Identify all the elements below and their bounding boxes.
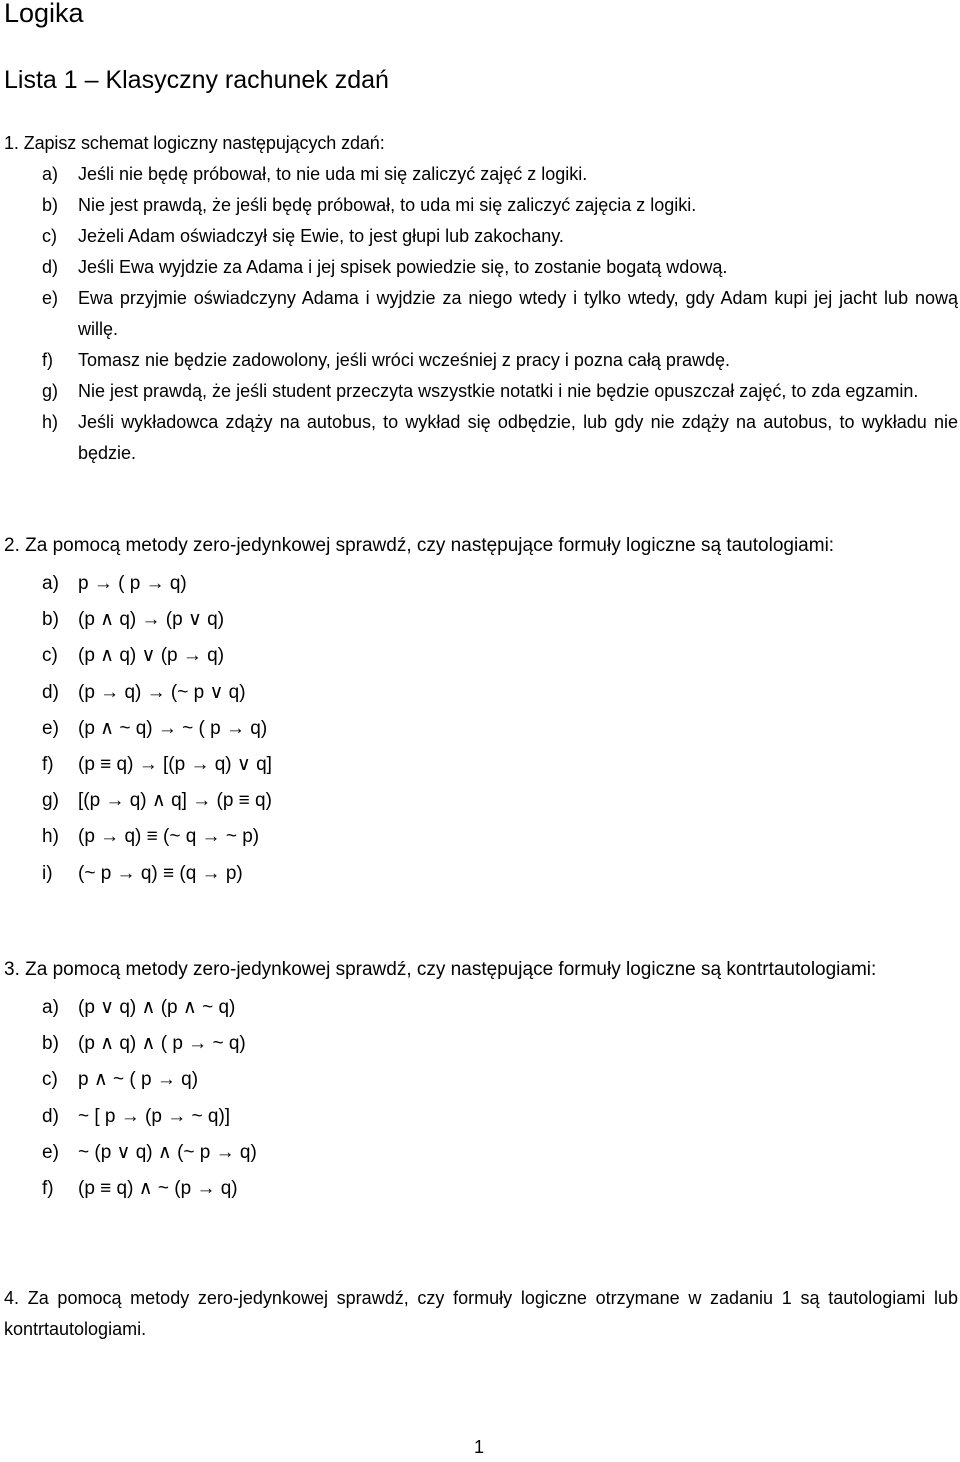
item-label: h) (42, 826, 59, 848)
item-label: f) (42, 1177, 54, 1199)
formula-item-c (4, 638, 958, 674)
item-label: g) (42, 790, 59, 812)
formula-text: (p ∧ q) ∧ ( p → ~ q) (78, 1033, 246, 1055)
formula-text: ~ [ p → (p → ~ q)] (78, 1105, 231, 1127)
item-text: Nie jest prawdą, że jeśli student przeczyta wszystkie notatki i nie będzie opuszczał zajęć, to zda egzamin. (78, 381, 919, 401)
exercise-1-item-g (4, 376, 958, 407)
item-label: e) (42, 288, 59, 308)
formula-text: (p ∧ q) → (p ∨ q) (78, 609, 225, 631)
item-label: a) (42, 573, 59, 594)
exercise-1-item-f (4, 345, 958, 376)
exercise-2 (4, 530, 958, 892)
formula-text: [(p → q) ∧ q] → (p ≡ q) (78, 790, 272, 812)
exercise-1-item-d (4, 252, 958, 283)
item-text: Jeśli nie będę próbował, to nie uda mi się zaliczyć zajęć z logiki. (78, 164, 588, 184)
formula-item-g (4, 783, 958, 819)
formula-item-a (4, 990, 958, 1026)
item-label: a) (42, 997, 59, 1018)
exercise-1-item-c (4, 221, 958, 252)
item-label: b) (42, 1033, 59, 1055)
formula-text: (p ∧ ~ q) → ~ ( p → q) (78, 717, 268, 739)
formula-text: (p ∨ q) ∧ (p ∧ ~ q) (78, 997, 236, 1018)
formula-text: p ∧ ~ ( p → q) (78, 1069, 199, 1091)
item-label: c) (42, 1069, 58, 1091)
formula-item-e (4, 711, 958, 747)
document-title: Logika (4, 0, 84, 28)
exercise-3-question: 3. Za pomocą metody zero-jedynkowej sprawdź, czy następujące formuły logiczne są kontrtautologiami: (4, 959, 877, 980)
item-label: c) (42, 226, 57, 246)
formula-text: (p ≡ q) ∧ ~ (p → q) (78, 1177, 238, 1199)
item-label: a) (42, 164, 59, 184)
exercise-2-question: 2. Za pomocą metody zero-jedynkowej sprawdź, czy następujące formuły logiczne są tautologiami: (4, 535, 835, 556)
formula-item-d (4, 675, 958, 711)
formula-item-a (4, 566, 958, 602)
exercise-1-item-a (4, 159, 958, 190)
formula-text: (p ∧ q) ∨ (p → q) (78, 645, 225, 667)
formula-item-b (4, 1026, 958, 1062)
exercise-4-question: 4. Za pomocą metody zero-jedynkowej sprawdź, czy formuły logiczne otrzymane w zadaniu 1 są tautologiami lub kontrtautologiami. (4, 1288, 958, 1339)
item-label: d) (42, 1105, 59, 1127)
item-label: d) (42, 257, 59, 277)
item-text: Nie jest prawdą, że jeśli będę próbował, to uda mi się zaliczyć zajęcia z logiki. (78, 195, 697, 215)
exercise-4 (4, 1283, 958, 1345)
formula-text: p → ( p → q) (78, 573, 187, 594)
formula-text: (p ≡ q) → [(p → q) ∨ q] (78, 753, 272, 775)
document-subtitle: Lista 1 – Klasyczny rachunek zdań (4, 66, 389, 94)
item-label: d) (42, 681, 59, 703)
item-label: g) (42, 381, 59, 401)
item-label: i) (42, 862, 53, 884)
formula-text: (~ p → q) ≡ (q → p) (78, 862, 243, 884)
item-text: Jeśli Ewa wyjdzie za Adama i jej spisek powiedzie się, to zostanie bogatą wdową. (78, 257, 728, 277)
exercise-1 (4, 128, 958, 469)
formula-item-f (4, 747, 958, 783)
formula-text: (p → q) ≡ (~ q → ~ p) (78, 826, 260, 848)
exercise-2-formula-list (4, 566, 958, 892)
formula-item-e (4, 1135, 958, 1171)
page-number: 1 (474, 1437, 485, 1457)
item-label: e) (42, 717, 59, 739)
formula-item-h (4, 819, 958, 855)
exercise-1-item-b (4, 190, 958, 221)
exercise-1-item-h (4, 407, 958, 469)
item-text: Tomasz nie będzie zadowolony, jeśli wróci wcześniej z pracy i pozna całą prawdę. (78, 350, 730, 370)
item-text: Ewa przyjmie oświadczyny Adama i wyjdzie za niego wtedy i tylko wtedy, gdy Adam kupi jej jacht lub nową willę. (78, 288, 958, 339)
item-label: b) (42, 195, 59, 215)
exercise-3-formula-list (4, 990, 958, 1207)
item-label: e) (42, 1141, 59, 1163)
item-label: f) (42, 350, 53, 370)
item-text: Jeżeli Adam oświadczył się Ewie, to jest głupi lub zakochany. (78, 226, 564, 246)
item-label: h) (42, 412, 59, 432)
formula-item-i (4, 856, 958, 892)
item-label: c) (42, 645, 58, 667)
item-text: Jeśli wykładowca zdąży na autobus, to wykład się odbędzie, lub gdy nie zdąży na autobus, to wykładu nie będzie. (78, 412, 958, 463)
formula-item-f (4, 1171, 958, 1207)
exercise-1-question: 1. Zapisz schemat logiczny następujących zdań: (4, 133, 385, 153)
item-label: b) (42, 609, 59, 631)
formula-text: ~ (p ∨ q) ∧ (~ p → q) (78, 1141, 257, 1163)
item-label: f) (42, 753, 54, 775)
exercise-3 (4, 954, 958, 1207)
formula-item-d (4, 1099, 958, 1135)
exercise-1-item-e (4, 283, 958, 345)
formula-item-c (4, 1062, 958, 1098)
formula-text: (p → q) → (~ p ∨ q) (78, 681, 246, 703)
formula-item-b (4, 602, 958, 638)
